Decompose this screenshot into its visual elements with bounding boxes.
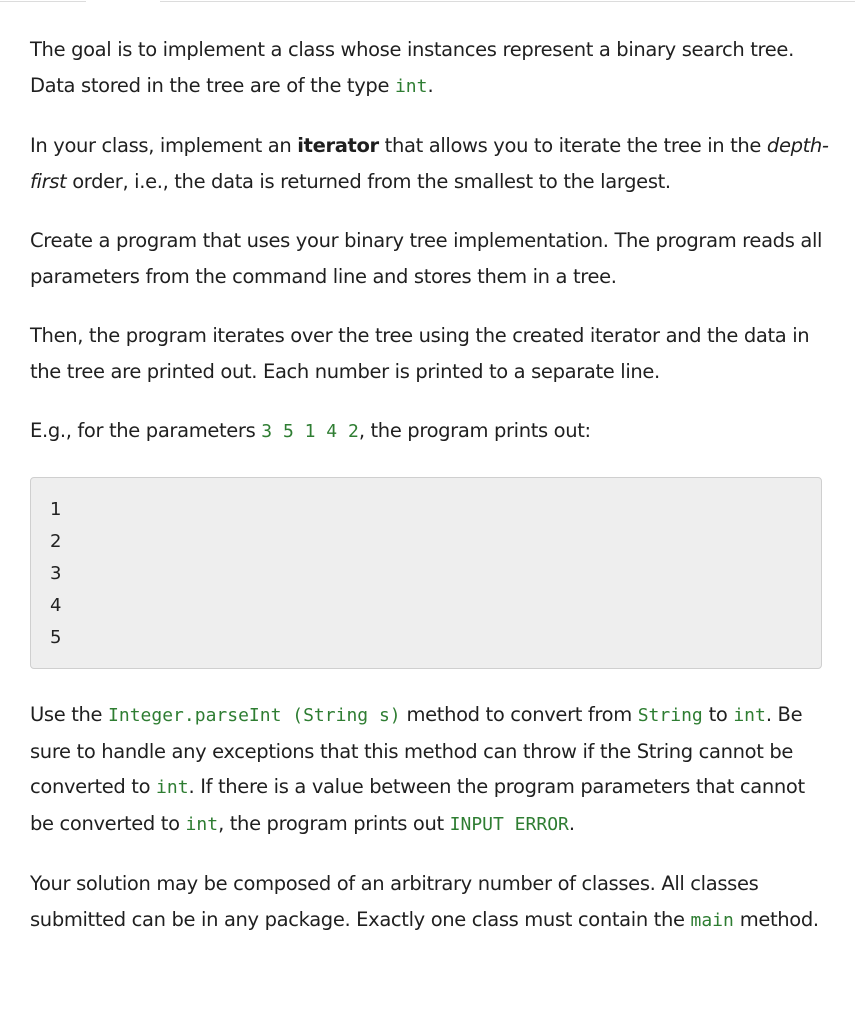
assignment-text-upper [30,32,830,474]
output-line: 5 [50,627,62,648]
example-output-box [30,477,822,669]
paragraph-solution: Your solution may be composed of an arbitrary number of classes. All classes submitted can be in any package. Exactly one class must contain the main method. [30,872,819,931]
code-main: main [690,909,734,931]
output-line: 2 [50,531,62,552]
assignment-text-lower [30,697,830,962]
code-int: int [394,75,428,97]
output-line: 1 [50,499,62,520]
code-parseint: Integer.parseInt (String s) [108,705,401,726]
bold-iterator: iterator [297,134,379,157]
code-int: int [733,705,766,726]
tab-border-left [0,1,86,2]
output-line: 4 [50,595,62,616]
italic-depth-first: depth-first [30,134,829,193]
code-input-error: INPUT ERROR [449,813,569,835]
output-line: 3 [50,563,62,584]
paragraph-parseint: Use the Integer.parseInt (String s) method to convert from String to int. Be sure to handle any exceptions that this method can throw if the String cannot be converted to int. If there is a value between the program parameters that cannot be converted to int, the program prints out INPUT ERROR. [30,703,805,835]
code-int: int [156,777,189,798]
tab-border-right [160,1,855,2]
code-int: int [185,813,219,835]
paragraph-iterate: Then, the program iterates over the tree using the created iterator and the data in the tree are printed out. Each number is printed to a separate line. [30,324,810,383]
top-tab-bar [0,0,855,4]
code-string: String [637,705,703,726]
paragraph-iterator: In your class, implement an iterator that allows you to iterate the tree in the depth-first order, i.e., the data is returned from the smallest to the largest. [30,134,829,193]
paragraph-goal: The goal is to implement a class whose instances represent a binary search tree. Data stored in the tree are of the type int. [30,38,794,97]
paragraph-program: Create a program that uses your binary tree implementation. The program reads all parameters from the command line and stores them in a tree. [30,229,823,288]
paragraph-example: E.g., for the parameters 3 5 1 4 2, the program prints out: [30,419,591,442]
code-parameters: 3 5 1 4 2 [261,421,359,442]
